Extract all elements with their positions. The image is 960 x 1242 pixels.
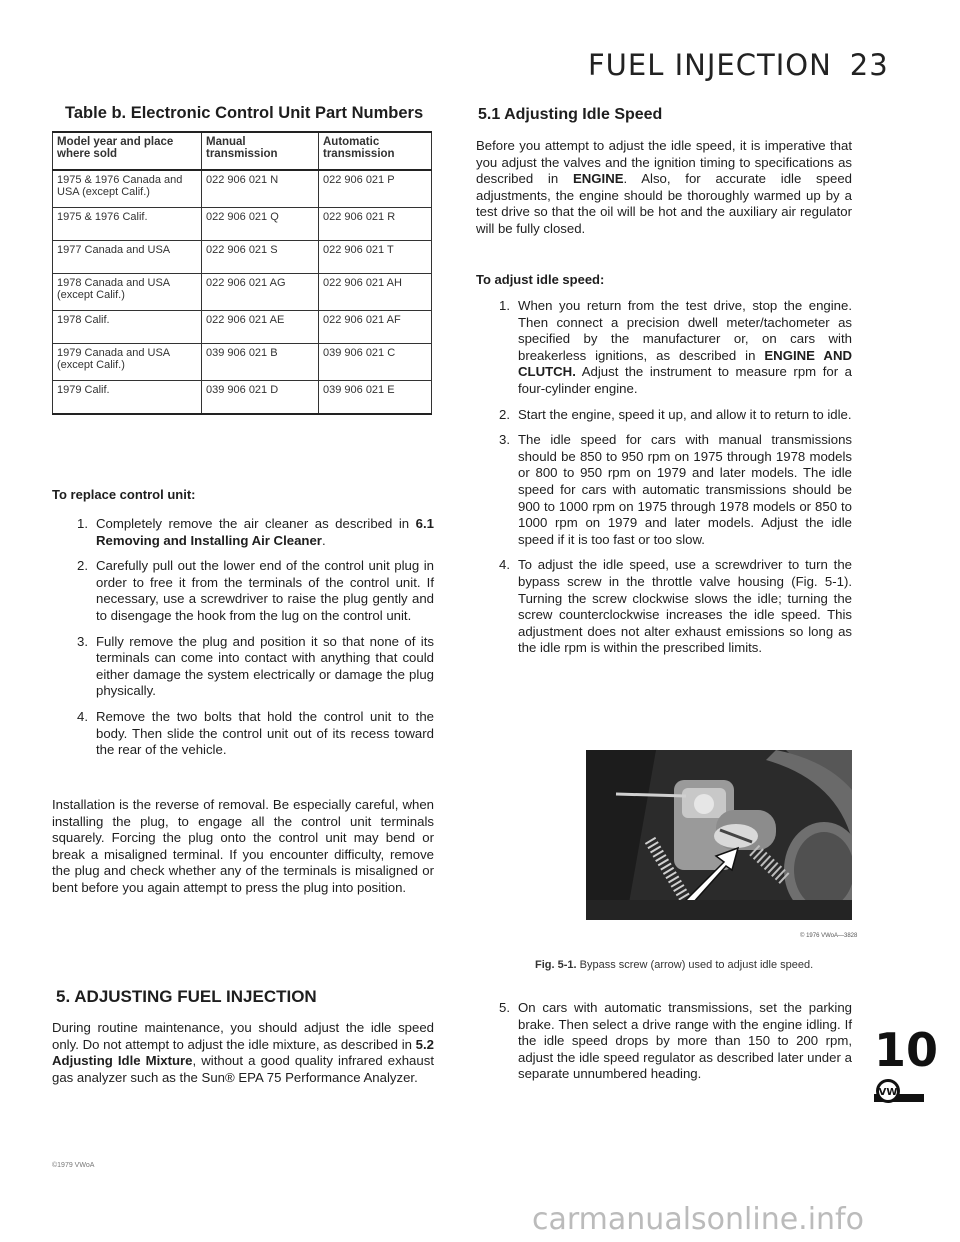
table-cell: 1979 Canada and USA (except Calif.) [53,344,202,381]
step-text: On cars with automatic transmissions, set the parking brake. Then select a drive range with the engine idling. If the idle speed drops by more than 150 to 200 rpm, adjust the idle speed regulator as described later under a separate unnumbered heading. [518,1000,852,1082]
table-header-row [53,132,432,170]
step-number: 2. [77,558,88,574]
table-cell: 022 906 021 S [202,241,319,274]
list-item [64,558,434,624]
table-cell: 039 906 021 D [202,381,319,415]
section-intro [52,1020,434,1086]
table-row [53,311,432,344]
replace-heading: To replace control unit: [52,487,196,502]
vw-logo-icon [874,1078,924,1104]
vw-logo-text: VW [878,1087,898,1098]
page-number: 23 [849,48,889,82]
table-row [53,208,432,241]
section-intro-text: During routine maintenance, you should adjust the idle speed only. Do not attempt to adjust the idle mixture, as described in [52,1020,434,1052]
step-text: The idle speed for cars with manual transmissions should be 850 to 950 rpm on 1975 through 1978 models or 800 to 950 rpm on 1979 and later models. The idle speed for cars with automatic transmissions should be 900 to 1000 rpm on 1975 through 1978 models or 850 to 1000 rpm on 1979 and later models. Adjust the idle speed if it is too fast or too slow. [518,432,852,547]
photo-credit: © 1976 VWoA—3828 [800,933,858,939]
table-cell: 1978 Canada and USA (except Calif.) [53,274,202,311]
step-number: 2. [499,406,510,422]
table-cell: 022 906 021 AF [319,311,432,344]
idle-intro-text-end: . Also, for accurate idle speed adjustments, the engine should be thoroughly warmed up by a test drive so that the oil will be hot and the auxiliary air regulator will be fully closed. [476,171,852,236]
step-text: Carefully pull out the lower end of the control unit plug in order to free it from the terminals of the control unit. If necessary, use a screwdriver to raise the plug gently and to disengage the hook from the lug on the control unit. [96,558,434,623]
step-text: To adjust the idle speed, use a screwdriver to turn the bypass screw in the throttle valve housing (Fig. 5-1). Turning the screw clockwise slows the idle; turning the screw counterclockwise increases the idle speed. This adjustment does not alter exhaust emissions so long as the idle rpm is within the prescribed limits. [518,557,852,656]
step-text: Remove the two bolts that hold the control unit to the body. Then slide the control unit out of its recess toward the rear of the vehicle. [96,708,434,758]
table-row [53,381,432,415]
engine-photo-illustration [586,750,852,920]
section-title: 5. ADJUSTING FUEL INJECTION [56,987,317,1006]
vw-logo [874,1078,924,1104]
section-tab-number: 10 [874,1023,939,1077]
section-intro-ref: 5.2 Adjusting Idle Mixture [52,1036,434,1069]
table-row [53,274,432,311]
table-cell: 1978 Calif. [53,311,202,344]
installation-paragraph: Installation is the reverse of removal. Be especially careful, when installing the plug, to engage all the control unit terminals squarely. Forcing the plug onto the control unit may bend or break a misaligned terminal. If you encounter difficulty, remove the plug and check whether any of the terminals is misaligned or bent before you again attempt to press the plug into position. [52,797,434,895]
chapter-title: FUEL INJECTION [588,48,832,82]
table-title: Table b. Electronic Control Unit Part Numbers [65,104,424,122]
figure-text: Bypass screw (arrow) used to adjust idle speed. [579,959,814,971]
list-item [64,709,434,759]
bypass-screw-photo [586,750,852,920]
list-item [486,298,852,398]
page-header [588,48,889,82]
figure-label: Fig. 5-1. [535,959,577,971]
adjust-heading: To adjust idle speed: [476,272,605,287]
idle-intro [476,138,852,238]
list-item [486,407,852,424]
table-cell: 1975 & 1976 Calif. [53,208,202,241]
table-cell: 039 906 021 C [319,344,432,381]
step-text: When you return from the test drive, stop the engine. Then connect a precision dwell meter/tachometer as specified by the manufacturer or, on cars with breakerless ignitions, as described in [518,298,852,363]
step-ref: ENGINE AND CLUTCH. [518,347,852,380]
figure-caption [535,959,813,971]
table-cell: 039 906 021 E [319,381,432,415]
step-number: 4. [77,708,88,724]
table-cell: 022 906 021 N [202,170,319,208]
step-number: 1. [77,516,88,531]
table-cell: 1975 & 1976 Canada and USA (except Calif.) [53,170,202,208]
table-cell: 022 906 021 AH [319,274,432,311]
section-intro-text-end: , without a good quality infrared exhaust gas analyzer such as the Sun® EPA 75 Performance Analyzer. [52,1053,434,1085]
header-manual: Manual transmission [202,132,319,170]
table-cell: 1977 Canada and USA [53,241,202,274]
part-numbers-table [52,131,432,415]
table-cell: 022 906 021 Q [202,208,319,241]
copyright: ©1979 VWoA [52,1162,95,1169]
list-item [64,516,434,549]
table-cell: 022 906 021 P [319,170,432,208]
header-automatic: Automatic transmission [319,132,432,170]
idle-intro-text: Before you attempt to adjust the idle speed, it is imperative that you adjust the valves and the ignition timing to specifications as described in [476,138,852,187]
step-number: 1. [499,298,510,313]
list-item [486,1000,852,1083]
step-text: Fully remove the plug and position it so that none of its terminals can come into contact with anything that could either damage the system electrically or damage the plug physically. [96,633,434,699]
idle-intro-ref: ENGINE [572,171,624,187]
step-ref: 6.1 Removing and Installing Air Cleaner [96,516,434,548]
watermark: carmanualsonline.info [532,1202,864,1237]
step-five [486,1000,852,1092]
list-item [486,432,852,548]
table-cell: 022 906 021 T [319,241,432,274]
step-number: 3. [499,432,510,448]
step-number: 5. [499,1000,510,1015]
list-item [486,557,852,657]
table-row [53,344,432,381]
table-cell: 022 906 021 AG [202,274,319,311]
step-text: Completely remove the air cleaner as described in [96,516,416,531]
step-text-end: . [321,532,326,548]
step-number: 3. [77,633,88,649]
list-item [64,634,434,700]
table-cell: 022 906 021 AE [202,311,319,344]
replace-steps [64,516,434,768]
table-row [53,170,432,208]
idle-speed-heading: 5.1 Adjusting Idle Speed [478,106,663,123]
step-number: 4. [499,557,510,573]
header-model: Model year and place where sold [53,132,202,170]
adjust-steps [486,298,852,666]
step-text-end: Adjust the instrument to measure rpm for a four-cylinder engine. [518,364,852,396]
table-cell: 022 906 021 R [319,208,432,241]
step-text: Start the engine, speed it up, and allow it to return to idle. [518,406,852,422]
table-cell: 039 906 021 B [202,344,319,381]
table-cell: 1979 Calif. [53,381,202,415]
table-row [53,241,432,274]
